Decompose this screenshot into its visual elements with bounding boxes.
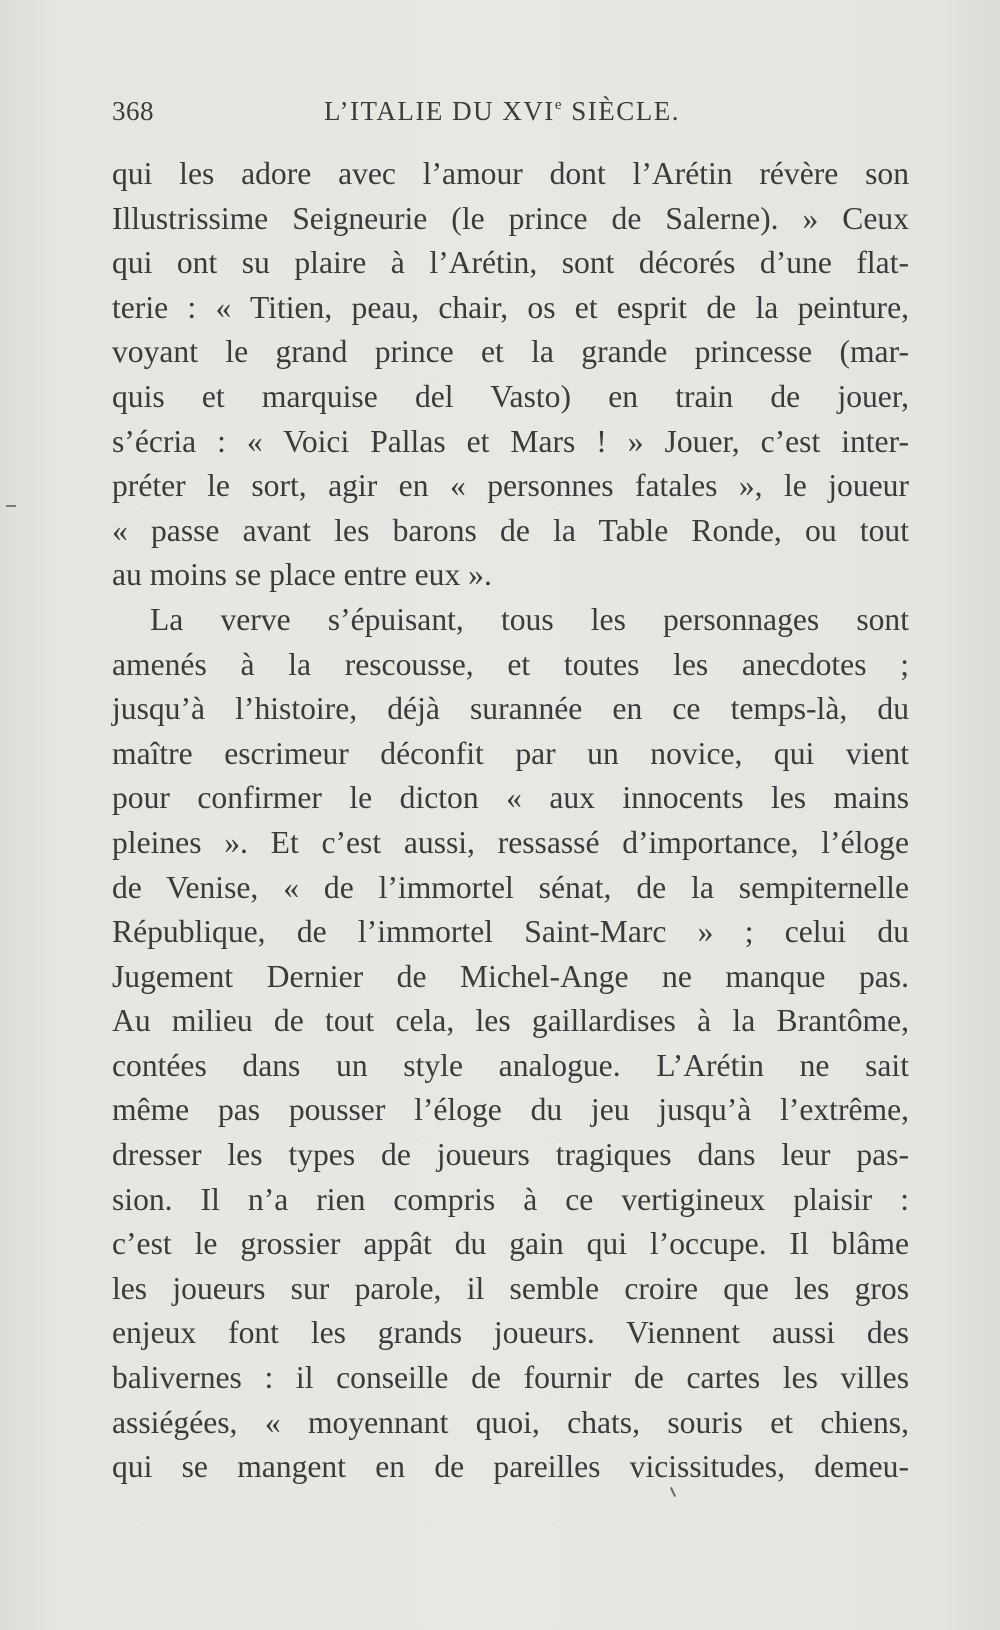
running-title-superscript: e	[554, 97, 563, 113]
body-text	[112, 152, 909, 1490]
text-line: sion. Il n’a rien compris à ce vertigineux plaisir :	[112, 1181, 909, 1217]
paragraph-start-line: La verve s’épuisant, tous les personnages sont	[150, 601, 909, 637]
text-line: balivernes : il conseille de fournir de cartes les villes	[112, 1360, 909, 1396]
text-line: pleines ». Et c’est aussi, ressassé d’importance, l’éloge	[112, 824, 909, 860]
text-line: préter le sort, agir en « personnes fatales », le joueur	[112, 468, 909, 504]
margin-mark	[6, 505, 16, 507]
running-title-main: L’ITALIE DU XVI	[324, 96, 555, 126]
text-line: qui les adore avec l’amour dont l’Arétin révère son	[112, 156, 909, 191]
text-line: contées dans un style analogue. L’Arétin ne sait	[112, 1047, 909, 1083]
text-line: même pas pousser l’éloge du jeu jusqu’à l’extrême,	[112, 1092, 909, 1128]
text-line: terie : « Titien, peau, chair, os et esprit de la peinture,	[112, 289, 909, 325]
text-line: assiégées, « moyennant quoi, chats, souris et chiens,	[112, 1404, 909, 1440]
text-line: pour confirmer le dicton « aux innocents les mains	[112, 780, 909, 816]
text-line: dresser les types de joueurs tragiques dans leur pas-	[112, 1137, 909, 1173]
text-line: qui se mangent en de pareilles vicissitudes, demeu-	[112, 1449, 909, 1485]
text-line: qui ont su plaire à l’Arétin, sont décorés d’une flat-	[112, 245, 909, 281]
page-number: 368	[112, 96, 154, 126]
text-line: enjeux font les grands joueurs. Viennent aussi des	[112, 1315, 909, 1351]
text-line: voyant le grand prince et la grande princesse (mar-	[112, 334, 909, 370]
text-line: quis et marquise del Vasto) en train de jouer,	[112, 378, 909, 414]
running-title	[312, 96, 692, 127]
text-line: de Venise, « de l’immortel sénat, de la sempiternelle	[112, 869, 909, 905]
text-line: maître escrimeur déconfit par un novice, qui vient	[112, 735, 909, 771]
text-line: République, de l’immortel Saint-Marc » ; celui du	[112, 914, 909, 950]
running-head	[112, 96, 902, 136]
paragraph-end-line: au moins se place entre eux ».	[112, 557, 492, 593]
text-line: Illustrissime Seigneurie (le prince de Salerne). » Ceux	[112, 200, 909, 236]
text-line: « passe avant les barons de la Table Ronde, ou tout	[112, 512, 909, 548]
text-line: Jugement Dernier de Michel-Ange ne manque pas.	[112, 958, 909, 994]
text-line: les joueurs sur parole, il semble croire que les gros	[112, 1270, 909, 1306]
text-line: c’est le grossier appât du gain qui l’occupe. Il blâme	[112, 1226, 909, 1262]
text-line: s’écria : « Voici Pallas et Mars ! » Jouer, c’est inter-	[112, 423, 909, 459]
text-line: Au milieu de tout cela, les gaillardises à la Brantôme,	[112, 1003, 909, 1039]
text-line: jusqu’à l’histoire, déjà surannée en ce temps-là, du	[112, 691, 909, 727]
running-title-end: SIÈCLE.	[562, 96, 680, 126]
text-line: amenés à la rescousse, et toutes les anecdotes ;	[112, 646, 909, 682]
